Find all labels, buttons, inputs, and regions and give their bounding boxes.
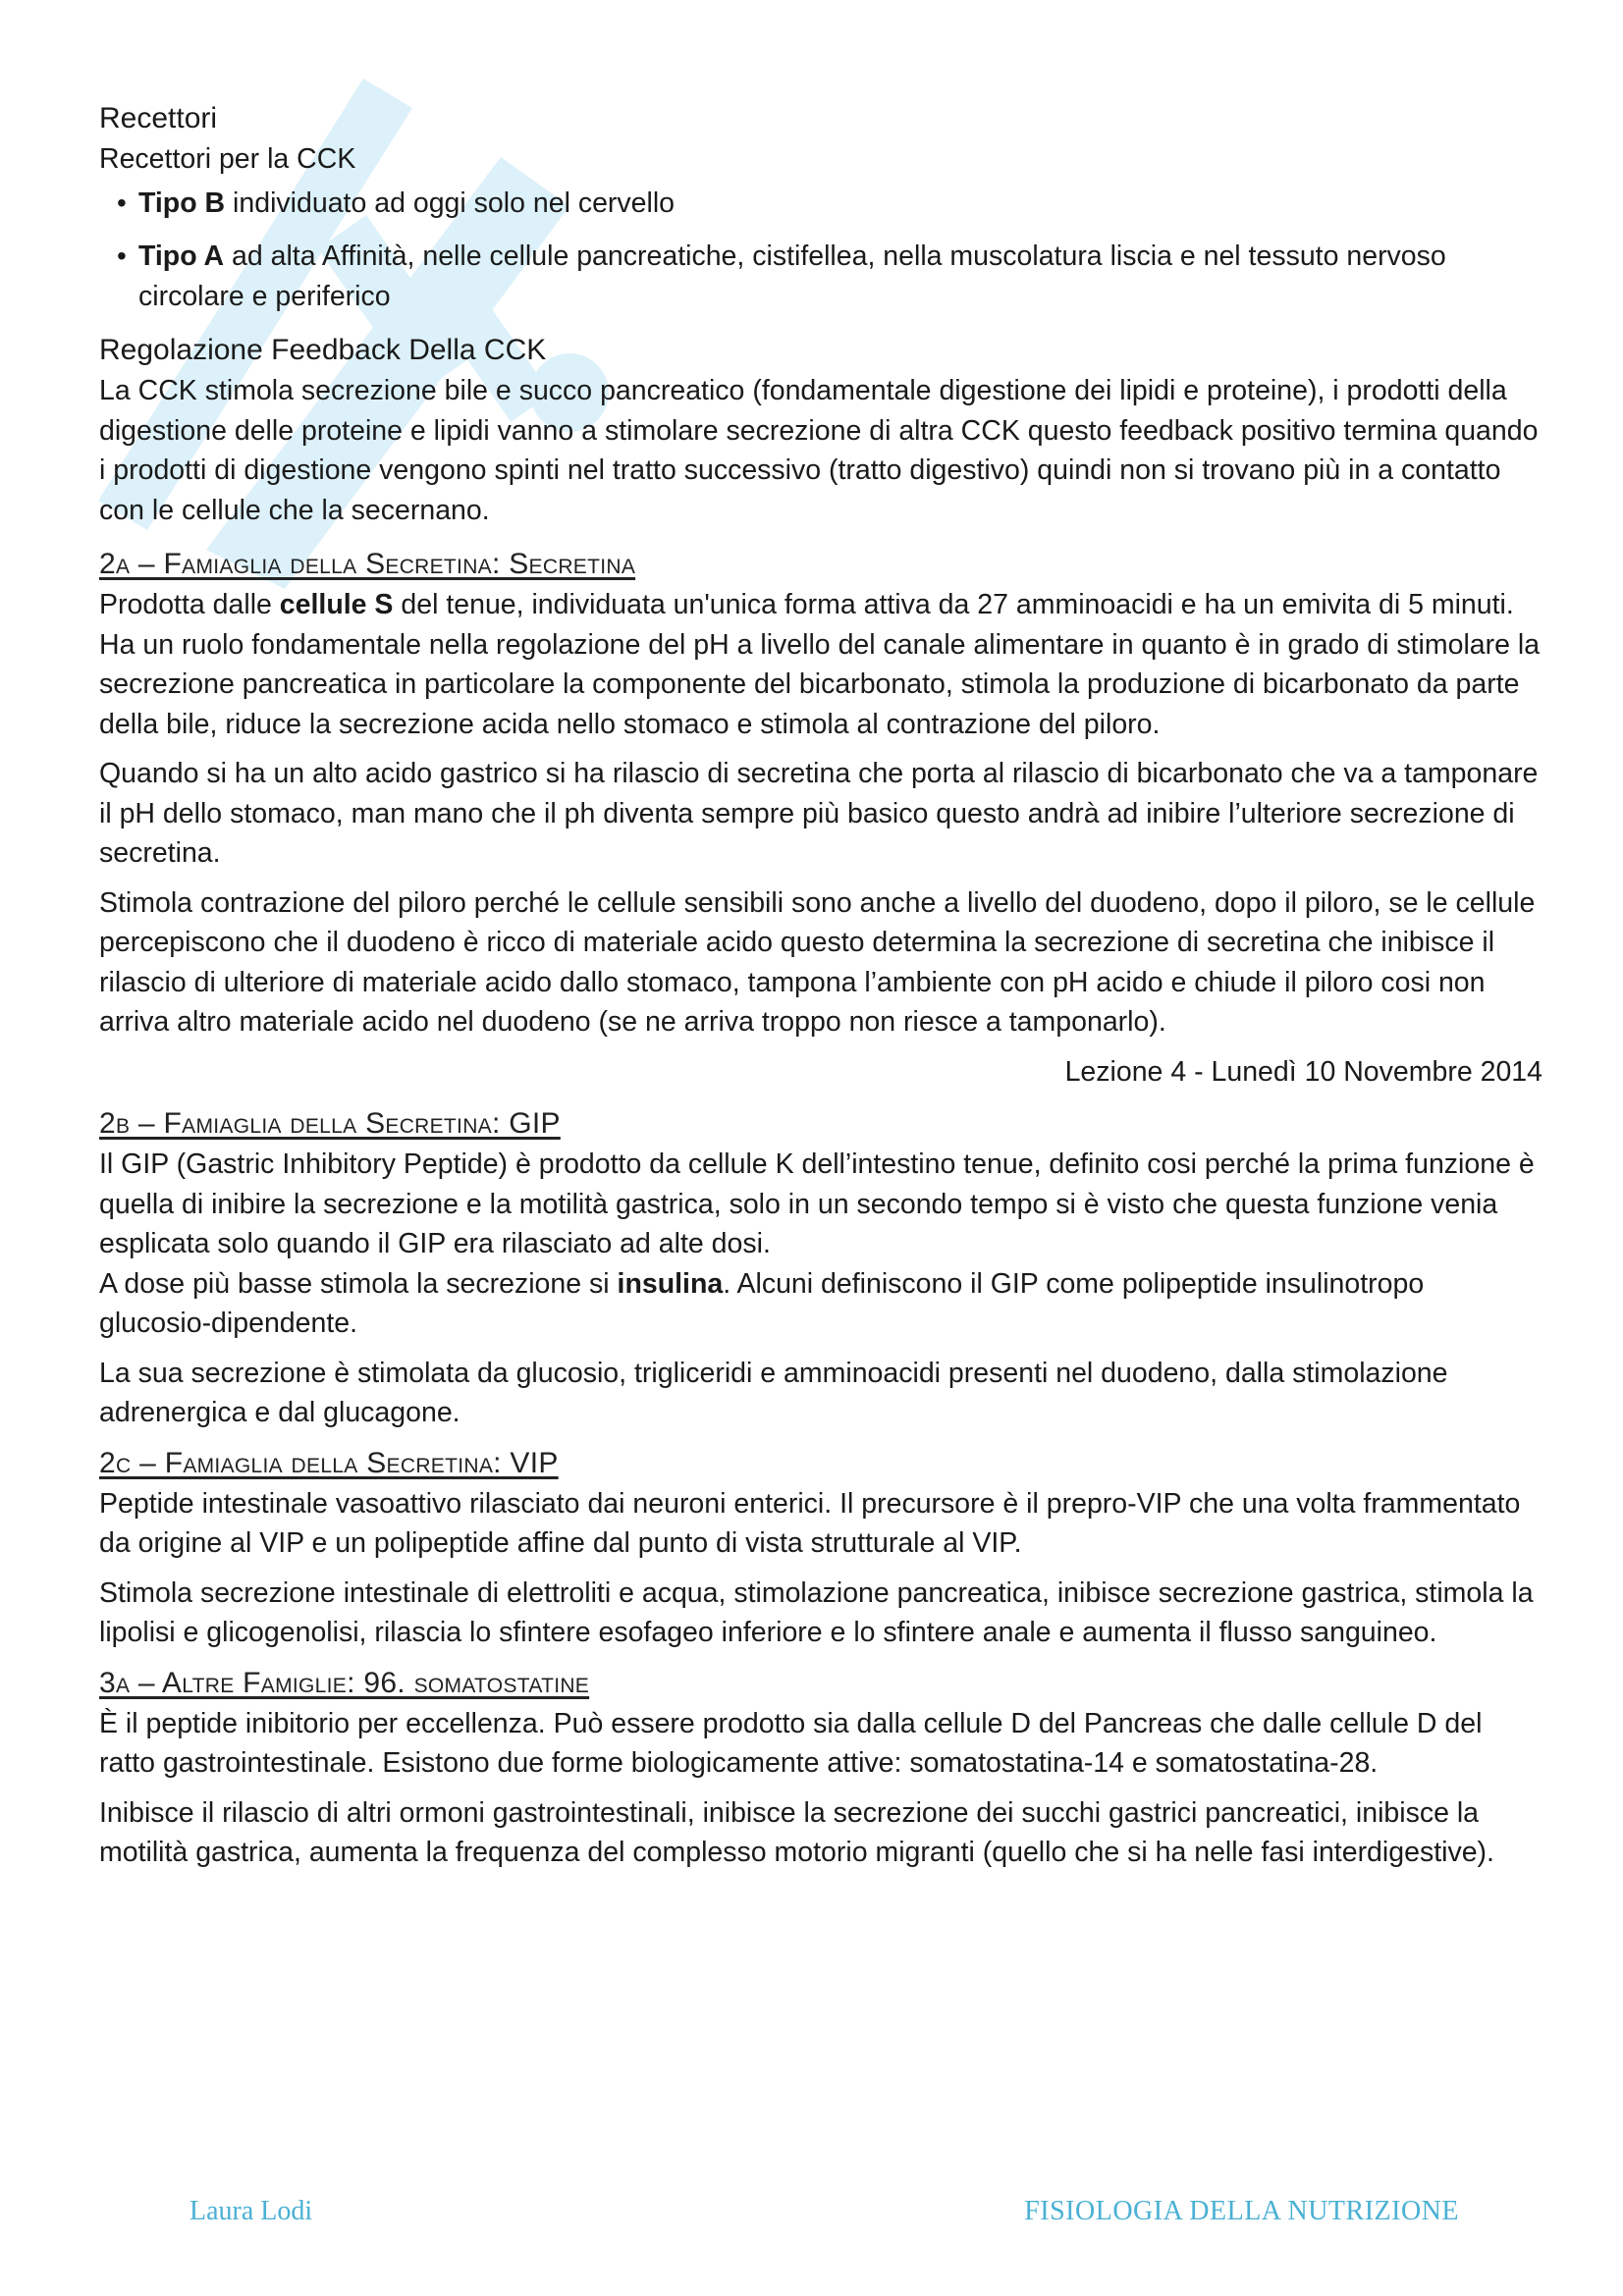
gip-heading: 2b – Famiaglia della Secretina: GIP	[99, 1107, 561, 1140]
footer-course-title: FISIOLOGIA DELLA NUTRIZIONE	[1024, 2196, 1459, 2226]
recettori-heading: Recettori	[99, 102, 218, 134]
somatostatine-paragraph-2: Inibisce il rilascio di altri ormoni gastrointestinali, inibisce la secrezione dei succhi gastrici pancreatici, inibisce la motilità gastrica, aumenta la frequenza del complesso motorio migranti (quello che si ha nelle fasi interdigestive).	[99, 1796, 1494, 1868]
vip-heading: 2c – Famiaglia della Secretina: VIP	[99, 1446, 559, 1479]
gip-paragraph-2: A dose più basse stimola la secrezione si insulina. Alcuni definiscono il GIP come polipeptide insulinotropo glucosio-dipendente.	[99, 1267, 1425, 1339]
secretina-paragraph-2: Quando si ha un alto acido gastrico si ha rilascio di secretina che porta al rilascio di bicarbonato che va a tamponare il pH dello stomaco, man mano che il ph diventa sempre più basico questo andrà ad inibire l’ulteriore secrezione di secretina.	[99, 758, 1539, 869]
vip-paragraph-2: Stimola secrezione intestinale di elettroliti e acqua, stimolazione pancreatica, inibisce secrezione gastrica, stimola la lipolisi e glicogenolisi, rilascia lo sfintere esofageo inferiore e lo sfintere anale e aumenta il flusso sanguineo.	[99, 1576, 1534, 1648]
gip-paragraph-1: Il GIP (Gastric Inhibitory Peptide) è prodotto da cellule K dell’intestino tenue, definito cosi perché la prima funzione è quella di inibire la secrezione e la motilità gastrica, solo in un secondo tempo si è visto che questa funzione venia esplicata solo quando il GIP era rilasciato ad alte dosi.	[99, 1148, 1535, 1259]
receptor-list	[99, 184, 1542, 317]
list-item: • Tipo B individuato ad oggi solo nel cervello	[99, 184, 1542, 224]
secretina-heading: 2a – Famiaglia della Secretina: Secretina	[99, 548, 636, 580]
somatostatine-paragraph-1: È il peptide inibitorio per eccellenza. Può essere prodotto sia dalla cellule D del Pancreas che dalle cellule D del ratto gastrointestinale. Esistono due forme biologicamente attive: somatostatina-14 e somatostatina-28.	[99, 1707, 1483, 1779]
secretina-paragraph-1: Prodotta dalle cellule S del tenue, individuata un'unica forma attiva da 27 amminoacidi e ha un emivita di 5 minuti. Ha un ruolo fondamentale nella regolazione del pH a livello del canale alimentare in quanto è in grado di stimolare la secrezione pancreatica in particolare la componente del bicarbonato, stimola la produzione di bicarbonato da parte della bile, riduce la secrezione acida nello stomaco e stimola al contrazione del piloro.	[99, 589, 1541, 740]
recettori-subheading: Recettori per la CCK	[99, 143, 356, 175]
secretina-paragraph-3: Stimola contrazione del piloro perché le cellule sensibili sono anche a livello del duodeno, dopo il piloro, se le cellule percepiscono che il duodeno è ricco di materiale acido questo determina la secrezione di secretina che inibisce il rilascio di ulteriore di materiale acido dallo stomaco, tampona l’ambiente con pH acido e chiude il piloro cosi non arriva altro materiale acido nel duodeno (se ne arriva troppo non riesce a tamponarlo).	[99, 886, 1536, 1038]
feedback-heading: Regolazione Feedback Della CCK	[99, 334, 547, 366]
gip-paragraph-3: La sua secrezione è stimolata da glucosio, trigliceridi e amminoacidi presenti nel duodeno, dalla stimolazione adrenergica e dal glucagone.	[99, 1357, 1448, 1428]
lezione-date: Lezione 4 - Lunedì 10 Novembre 2014	[1064, 1055, 1542, 1088]
list-item: • Tipo A ad alta Affinità, nelle cellule pancreatiche, cistifellea, nella muscolatura liscia e nel tessuto nervoso circolare e periferico	[99, 237, 1542, 316]
vip-paragraph-1: Peptide intestinale vasoattivo rilasciato dai neuroni enterici. Il precursore è il prepro-VIP che una volta frammentato da origine al VIP e un polipeptide affine dal punto di vista strutturale al VIP.	[99, 1487, 1521, 1559]
footer-author: Laura Lodi	[189, 2196, 313, 2226]
feedback-paragraph: La CCK stimola secrezione bile e succo pancreatico (fondamentale digestione dei lipidi e proteine), i prodotti della digestione delle proteine e lipidi vanno a stimolare secrezione di altra CCK questo feedback positivo termina quando i prodotti di digestione vengono spinti nel tratto successivo (tratto digestivo) quindi non si trovano più in a contatto con le cellule che la secernano.	[99, 375, 1539, 526]
somatostatine-heading: 3a – Altre Famiglie: 96. somatostatine	[99, 1666, 590, 1699]
document-body	[99, 98, 1542, 1883]
